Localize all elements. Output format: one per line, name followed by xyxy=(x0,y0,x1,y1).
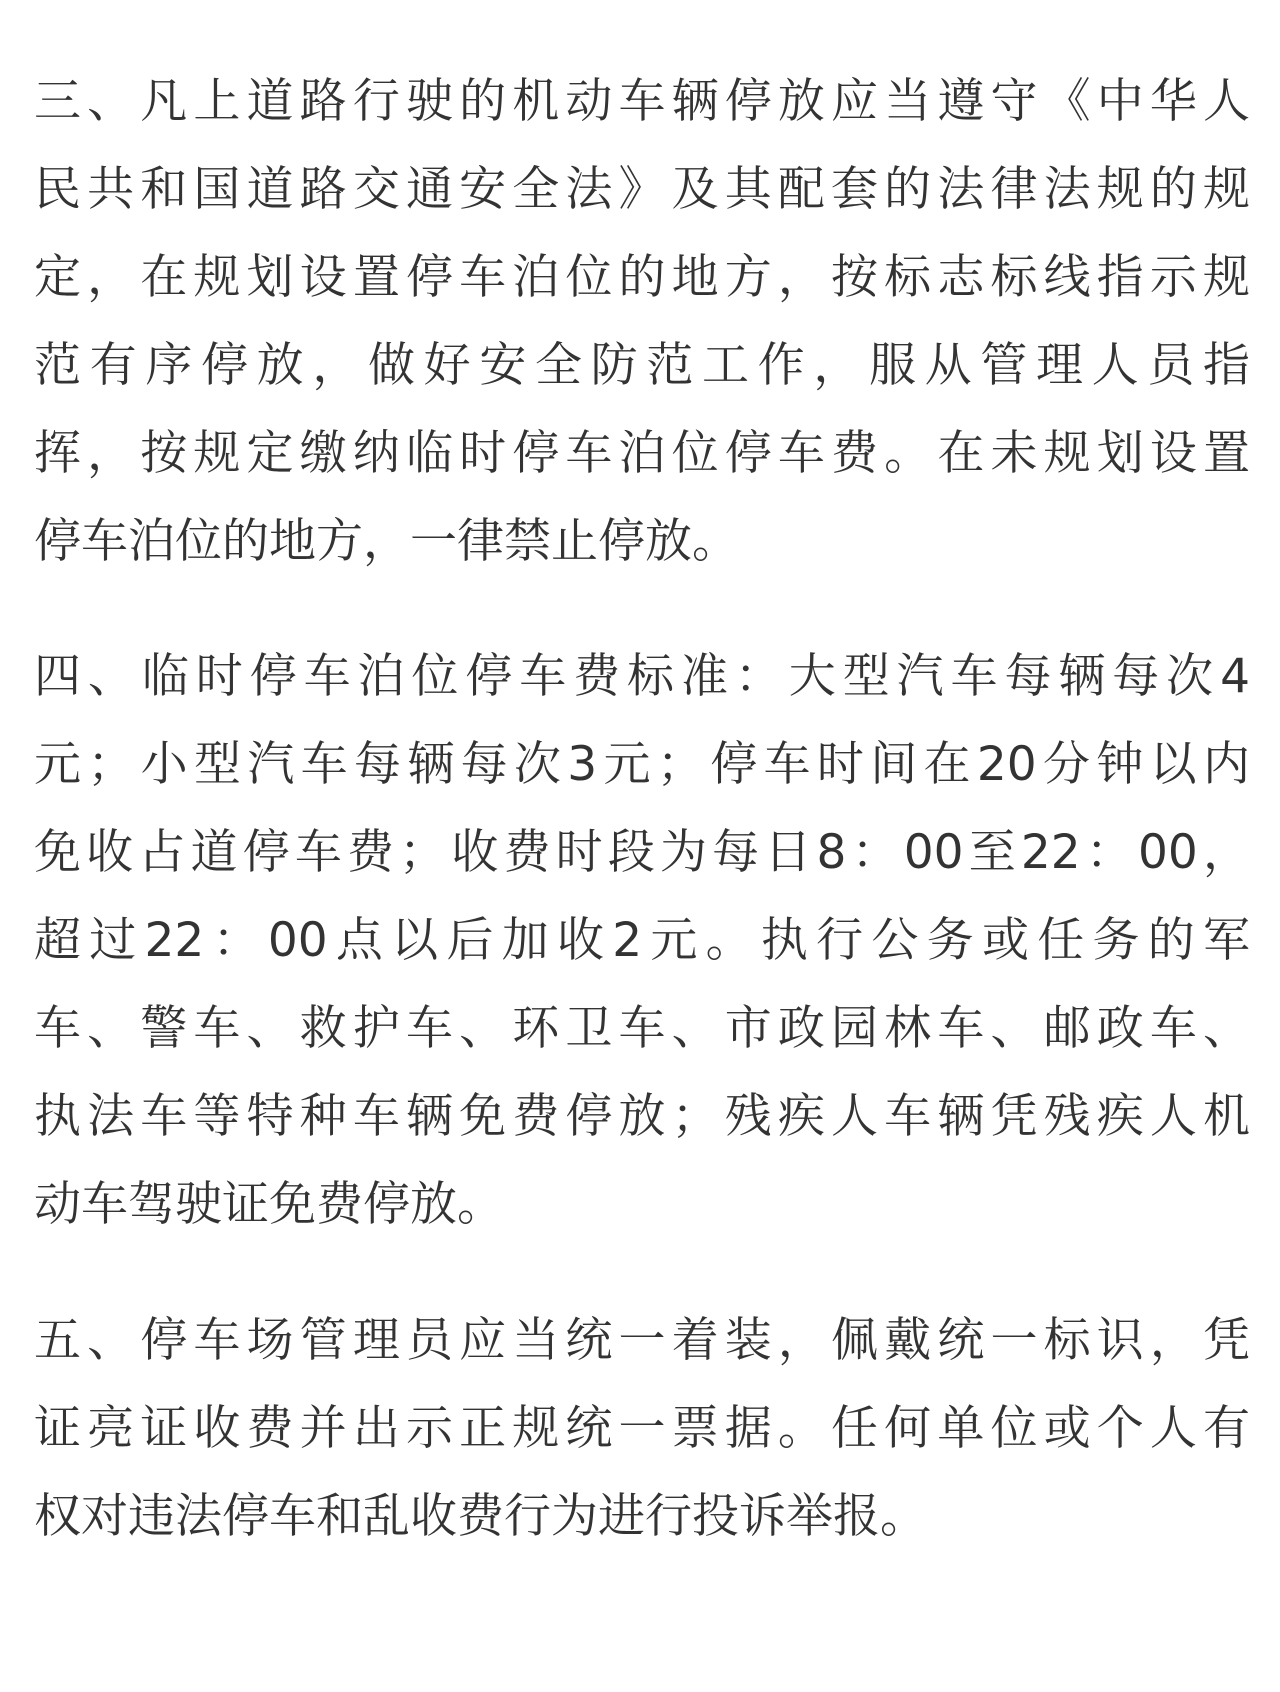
text-line: 超过22：00点以后加收2元。执行公务或任务的军 xyxy=(34,913,1250,968)
text-line: 三、凡上道路行驶的机动车辆停放应当遵守《中华人 xyxy=(34,74,1250,129)
paragraph-five xyxy=(34,1297,1250,1561)
paragraph-four xyxy=(34,633,1250,1249)
text-line: 四、临时停车泊位停车费标准：大型汽车每辆每次4 xyxy=(34,649,1250,704)
text-line: 范有序停放，做好安全防范工作，服从管理人员指 xyxy=(34,338,1250,393)
text-line: 挥，按规定缴纳临时停车泊位停车费。在未规划设置 xyxy=(34,426,1250,481)
text-line: 民共和国道路交通安全法》及其配套的法律法规的规 xyxy=(34,162,1250,217)
text-line: 五、停车场管理员应当统一着装，佩戴统一标识，凭 xyxy=(34,1313,1250,1368)
text-line: 执法车等特种车辆免费停放；残疾人车辆凭残疾人机 xyxy=(34,1089,1250,1144)
text-line: 定，在规划设置停车泊位的地方，按标志标线指示规 xyxy=(34,250,1250,305)
paragraph-three xyxy=(34,58,1250,586)
text-line: 车、警车、救护车、环卫车、市政园林车、邮政车、 xyxy=(34,1001,1250,1056)
text-line: 元；小型汽车每辆每次3元；停车时间在20分钟以内 xyxy=(34,737,1250,792)
text-line: 免收占道停车费；收费时段为每日8：00至22：00， xyxy=(34,825,1250,880)
text-line: 权对违法停车和乱收费行为进行投诉举报。 xyxy=(34,1489,927,1544)
text-line: 停车泊位的地方，一律禁止停放。 xyxy=(34,514,739,569)
text-line: 动车驾驶证免费停放。 xyxy=(34,1177,504,1232)
text-line: 证亮证收费并出示正规统一票据。任何单位或个人有 xyxy=(34,1401,1250,1456)
